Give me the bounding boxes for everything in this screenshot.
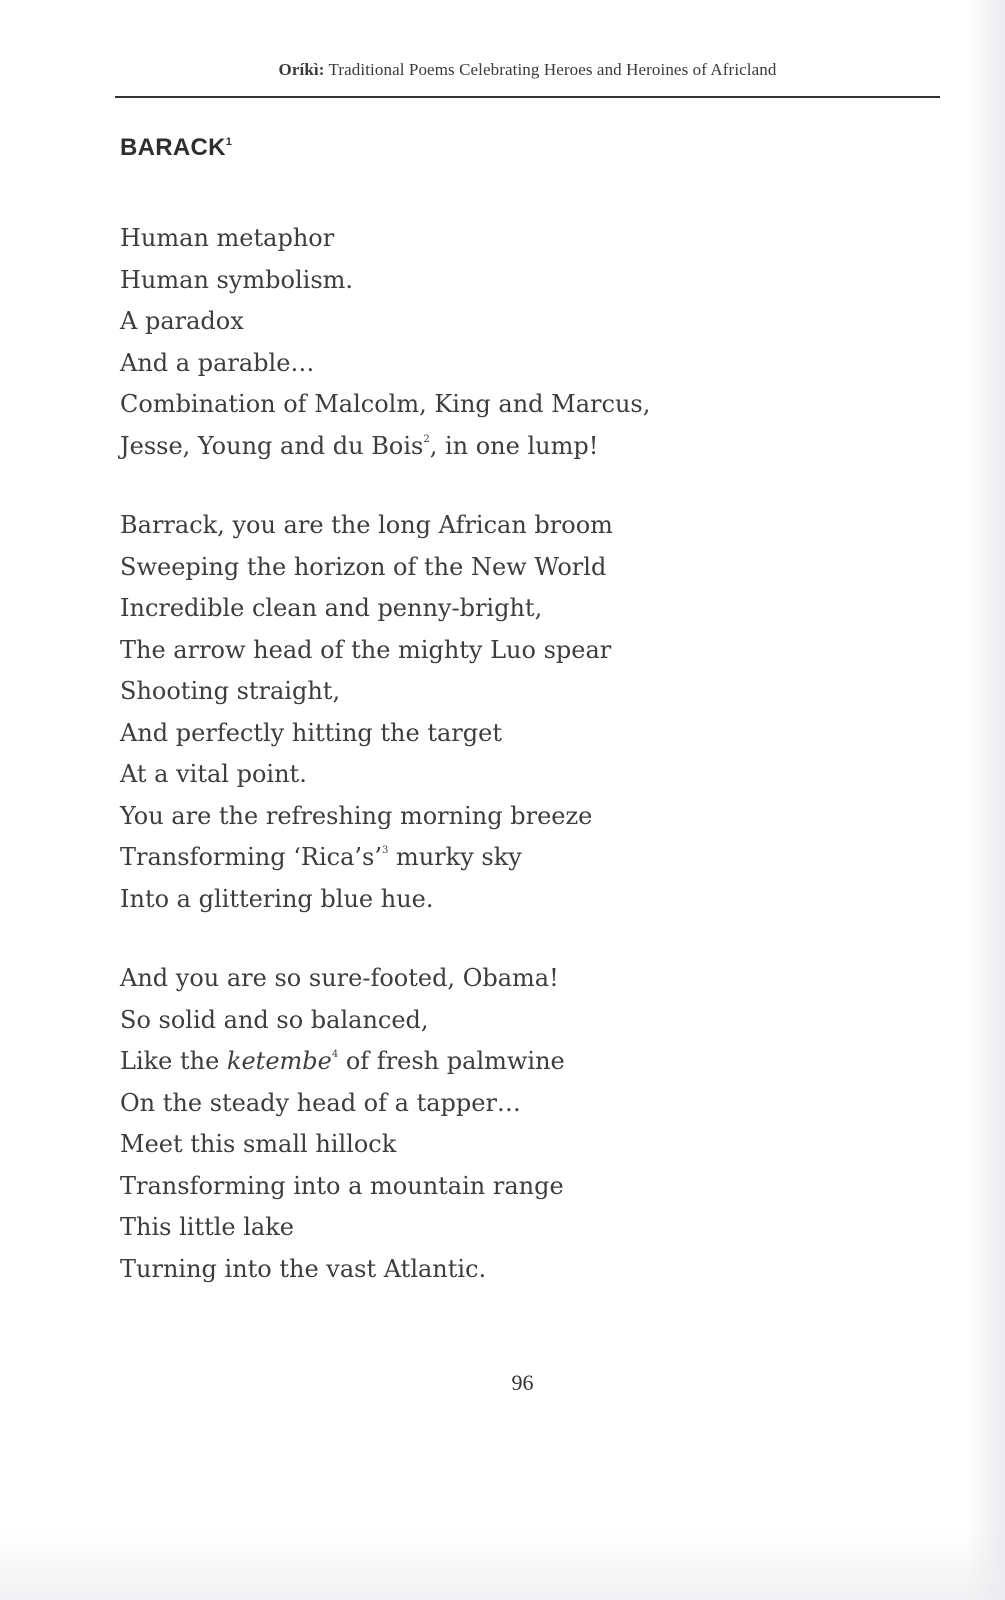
poem-line xyxy=(120,1207,650,1249)
line-text: Like the xyxy=(120,1047,227,1075)
line-text: , in one lump! xyxy=(429,431,599,460)
poem-line xyxy=(120,547,650,589)
poem-line xyxy=(120,1124,650,1166)
line-text: Sweeping the horizon of the New World xyxy=(120,552,607,581)
line-text: Turning into the vast Atlantic. xyxy=(120,1254,487,1283)
poem-line xyxy=(120,1166,650,1208)
poem-line xyxy=(120,1249,650,1291)
line-text: Shooting straight, xyxy=(120,677,341,705)
poem-line xyxy=(120,588,650,630)
poem-line xyxy=(120,343,650,385)
line-text: And a parable… xyxy=(120,348,315,377)
line-text: Transforming ‘Rica’s’ xyxy=(120,843,382,871)
line-text: The arrow head of the mighty Luo spear xyxy=(120,635,612,664)
line-text: Barrack, you are the long African broom xyxy=(120,511,613,539)
poem-title xyxy=(120,134,232,162)
running-header xyxy=(115,60,940,80)
line-text: This little lake xyxy=(120,1213,294,1241)
line-text: And you are so sure-footed, Obama! xyxy=(120,964,559,992)
poem-title-text: BARACK xyxy=(120,134,226,161)
line-text: And perfectly hitting the target xyxy=(120,718,502,747)
line-text: You are the refreshing morning breeze xyxy=(120,801,593,830)
poem-line xyxy=(120,1000,650,1042)
poem-line xyxy=(120,1083,650,1125)
poem-line xyxy=(120,671,650,713)
italic-word: ketembe xyxy=(226,1047,332,1075)
poem-body xyxy=(120,218,650,1328)
poem-line xyxy=(120,630,650,672)
footnote-marker: 2 xyxy=(423,433,430,445)
poem-line xyxy=(120,837,650,879)
page-bottom-shadow xyxy=(0,1530,1005,1600)
stanza xyxy=(120,218,650,467)
line-text: Meet this small hillock xyxy=(120,1130,397,1158)
page-edge-shadow xyxy=(965,0,1005,1600)
line-text: Incredible clean and penny-bright, xyxy=(120,594,543,622)
poem-title-footnote: 1 xyxy=(225,136,233,148)
poem-line xyxy=(120,384,650,426)
line-text: Human metaphor xyxy=(120,224,335,252)
poem-line xyxy=(120,754,650,796)
poem-line xyxy=(120,505,650,547)
header-divider xyxy=(115,96,940,98)
line-text: of fresh palmwine xyxy=(338,1047,565,1075)
line-text: On the steady head of a tapper… xyxy=(120,1088,521,1117)
line-text: A paradox xyxy=(120,307,244,335)
poem-line xyxy=(120,958,650,1000)
page-number: 96 xyxy=(511,1370,534,1395)
line-text: murky sky xyxy=(388,843,522,871)
footnote-marker: 4 xyxy=(331,1049,339,1060)
poem-line xyxy=(120,879,650,921)
line-text: Jesse, Young and du Bois xyxy=(120,431,424,460)
stanza xyxy=(120,958,650,1290)
poem-line xyxy=(120,1041,650,1083)
line-text: At a vital point. xyxy=(120,760,307,788)
poem-line xyxy=(120,260,650,302)
book-title-word: Oríkì: xyxy=(278,60,325,79)
stanza xyxy=(120,505,650,920)
line-text: Combination of Malcolm, King and Marcus, xyxy=(120,390,651,418)
poem-line xyxy=(120,301,650,343)
book-subtitle: Traditional Poems Celebrating Heroes and Heroines of Africland xyxy=(328,60,777,79)
line-text: So solid and so balanced, xyxy=(120,1005,429,1034)
line-text: Into a glittering blue hue. xyxy=(120,884,434,913)
poem-line xyxy=(120,796,650,838)
footnote-marker: 3 xyxy=(381,845,389,856)
poem-line xyxy=(120,426,650,468)
poem-line xyxy=(120,218,650,260)
line-text: Transforming into a mountain range xyxy=(120,1171,564,1200)
poem-line xyxy=(120,713,650,755)
line-text: Human symbolism. xyxy=(120,265,354,294)
